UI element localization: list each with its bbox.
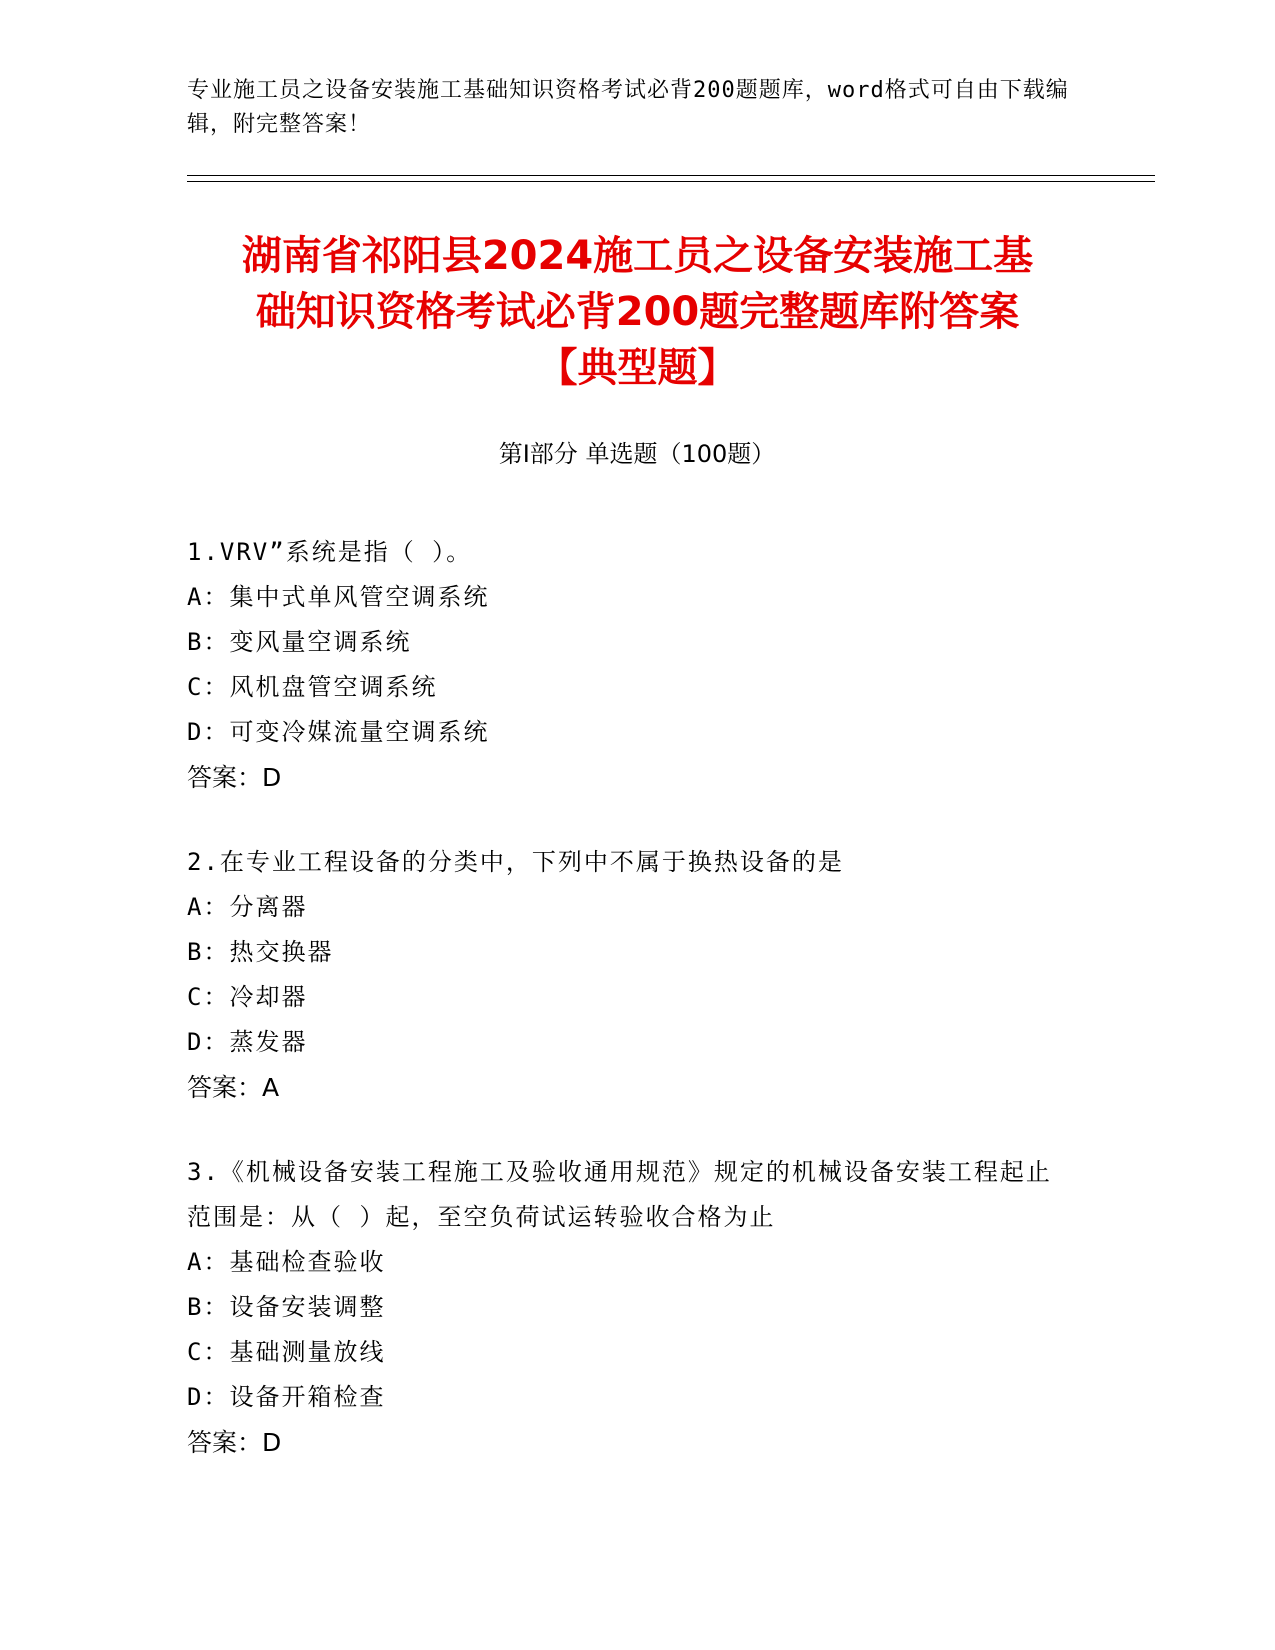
question-answer: 答案：D [187,763,282,792]
question-item [187,530,1067,800]
section-title: 第I部分 单选题（100题） [498,440,776,468]
question-stem: 1.VRV”系统是指（ ）。 [187,538,473,566]
question-option-b: B：设备安装调整 [187,1293,386,1321]
document-title-line-1: 湖南省祁阳县2024施工员之设备安装施工基 [241,233,1034,279]
document-title-line-3: 【典型题】 [537,345,738,391]
question-option-b: B：热交换器 [187,938,334,966]
question-option-b: B：变风量空调系统 [187,628,412,656]
question-item [187,840,1067,1110]
question-option-c: C：基础测量放线 [187,1338,386,1366]
question-option-d: D：蒸发器 [187,1028,308,1056]
document-title-line-2: 础知识资格考试必背200题完整题库附答案 [255,289,1020,335]
question-stem: 2.在专业工程设备的分类中，下列中不属于换热设备的是 [187,848,844,876]
question-option-d: D：设备开箱检查 [187,1383,386,1411]
question-option-d: D：可变冷媒流量空调系统 [187,718,490,746]
header-divider-top [187,175,1155,176]
header-divider-bottom [187,181,1155,182]
question-option-c: C：风机盘管空调系统 [187,673,438,701]
question-answer: 答案：A [187,1073,280,1102]
header-note: 专业施工员之设备安装施工基础知识资格考试必背200题题库，word格式可自由下载编辑，附完整答案！ [187,78,1069,137]
question-option-a: A：集中式单风管空调系统 [187,583,490,611]
question-answer: 答案：D [187,1428,282,1457]
question-option-a: A：分离器 [187,893,308,921]
question-item [187,1150,1067,1465]
question-stem: 3.《机械设备安装工程施工及验收通用规范》规定的机械设备安装工程起止范围是：从（ ）起，至空负荷试运转验收合格为止 [187,1158,1052,1231]
document-title [170,228,1105,396]
question-option-a: A：基础检查验收 [187,1248,386,1276]
question-list [187,530,1067,1505]
question-option-c: C：冷却器 [187,983,308,1011]
